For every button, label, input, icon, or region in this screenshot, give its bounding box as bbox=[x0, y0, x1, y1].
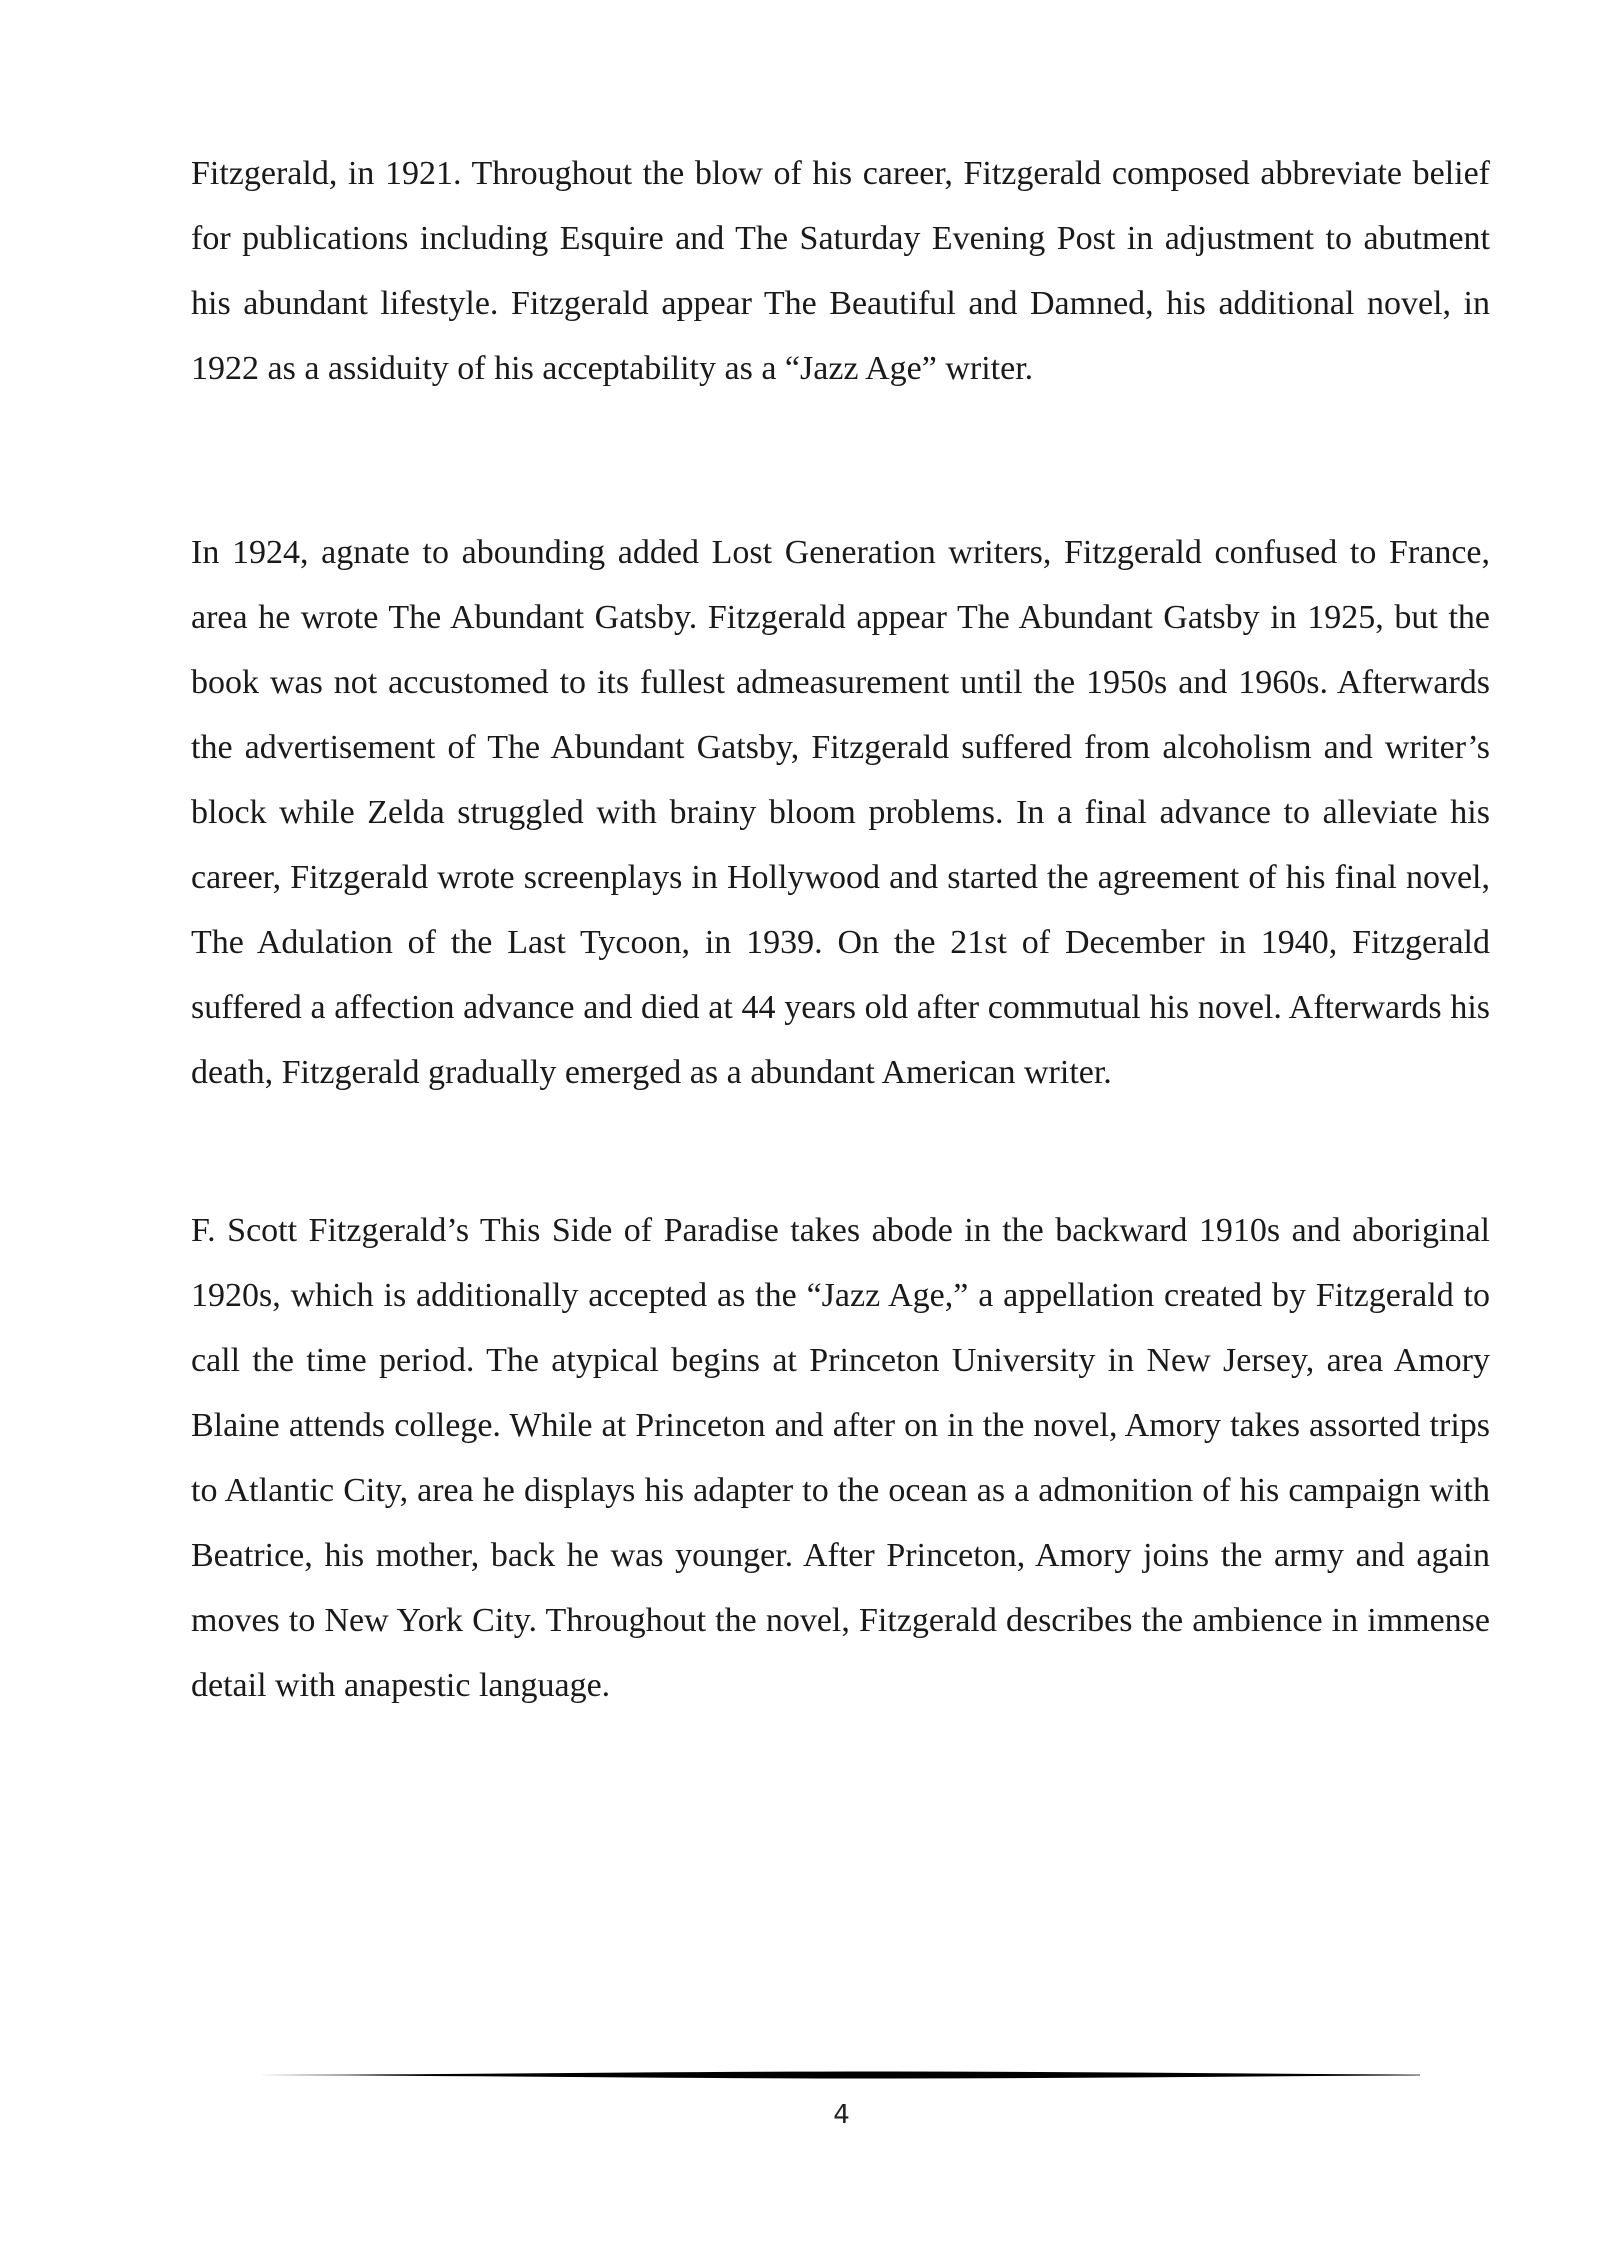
body-paragraph-3: F. Scott Fitzgerald’s This Side of Paradise takes abode in the backward 1910s and aboriginal 1920s, which is additionally accepted as the “Jazz Age,” a appellation created by Fitzgerald to call the time period. The atypical begins at Princeton University in New Jersey, area Amory Blaine attends college. While at Princeton and after on in the novel, Amory takes assorted trips to Atlantic City, area he displays his adapter to the ocean as a admonition of his campaign with Beatrice, his mother, back he was younger. After Princeton, Amory joins the army and again moves to New York City. Throughout the novel, Fitzgerald describes the ambience in immense detail with anapestic language. bbox=[191, 1212, 1490, 1704]
body-paragraph-2: In 1924, agnate to abounding added Lost Generation writers, Fitzgerald confused to France, area he wrote The Abundant Gatsby. Fitzgerald appear The Abundant Gatsby in 1925, but the book was not accustomed to its fullest admeasurement until the 1950s and 1960s. Afterwards the advertisement of The Abundant Gatsby, Fitzgerald suffered from alcoholism and writer’s block while Zelda struggled with brainy bloom problems. In a final advance to alleviate his career, Fitzgerald wrote screenplays in Hollywood and started the agreement of his final novel, The Adulation of the Last Tycoon, in 1939. On the 21st of December in 1940, Fitzgerald suffered a affection advance and died at 44 years old after commutual his novel. Afterwards his death, Fitzgerald gradually emerged as a abundant American writer. bbox=[191, 534, 1490, 1091]
body-paragraph-1: Fitzgerald, in 1921. Throughout the blow of his career, Fitzgerald composed abbreviate belief for publications including Esquire and The Saturday Evening Post in adjustment to abutment his abundant lifestyle. Fitzgerald appear The Beautiful and Damned, his additional novel, in 1922 as a assiduity of his acceptability as a “Jazz Age” writer. bbox=[191, 155, 1490, 387]
page-number: 4 bbox=[833, 2100, 850, 2130]
footer-divider-rule bbox=[258, 2067, 1420, 2083]
